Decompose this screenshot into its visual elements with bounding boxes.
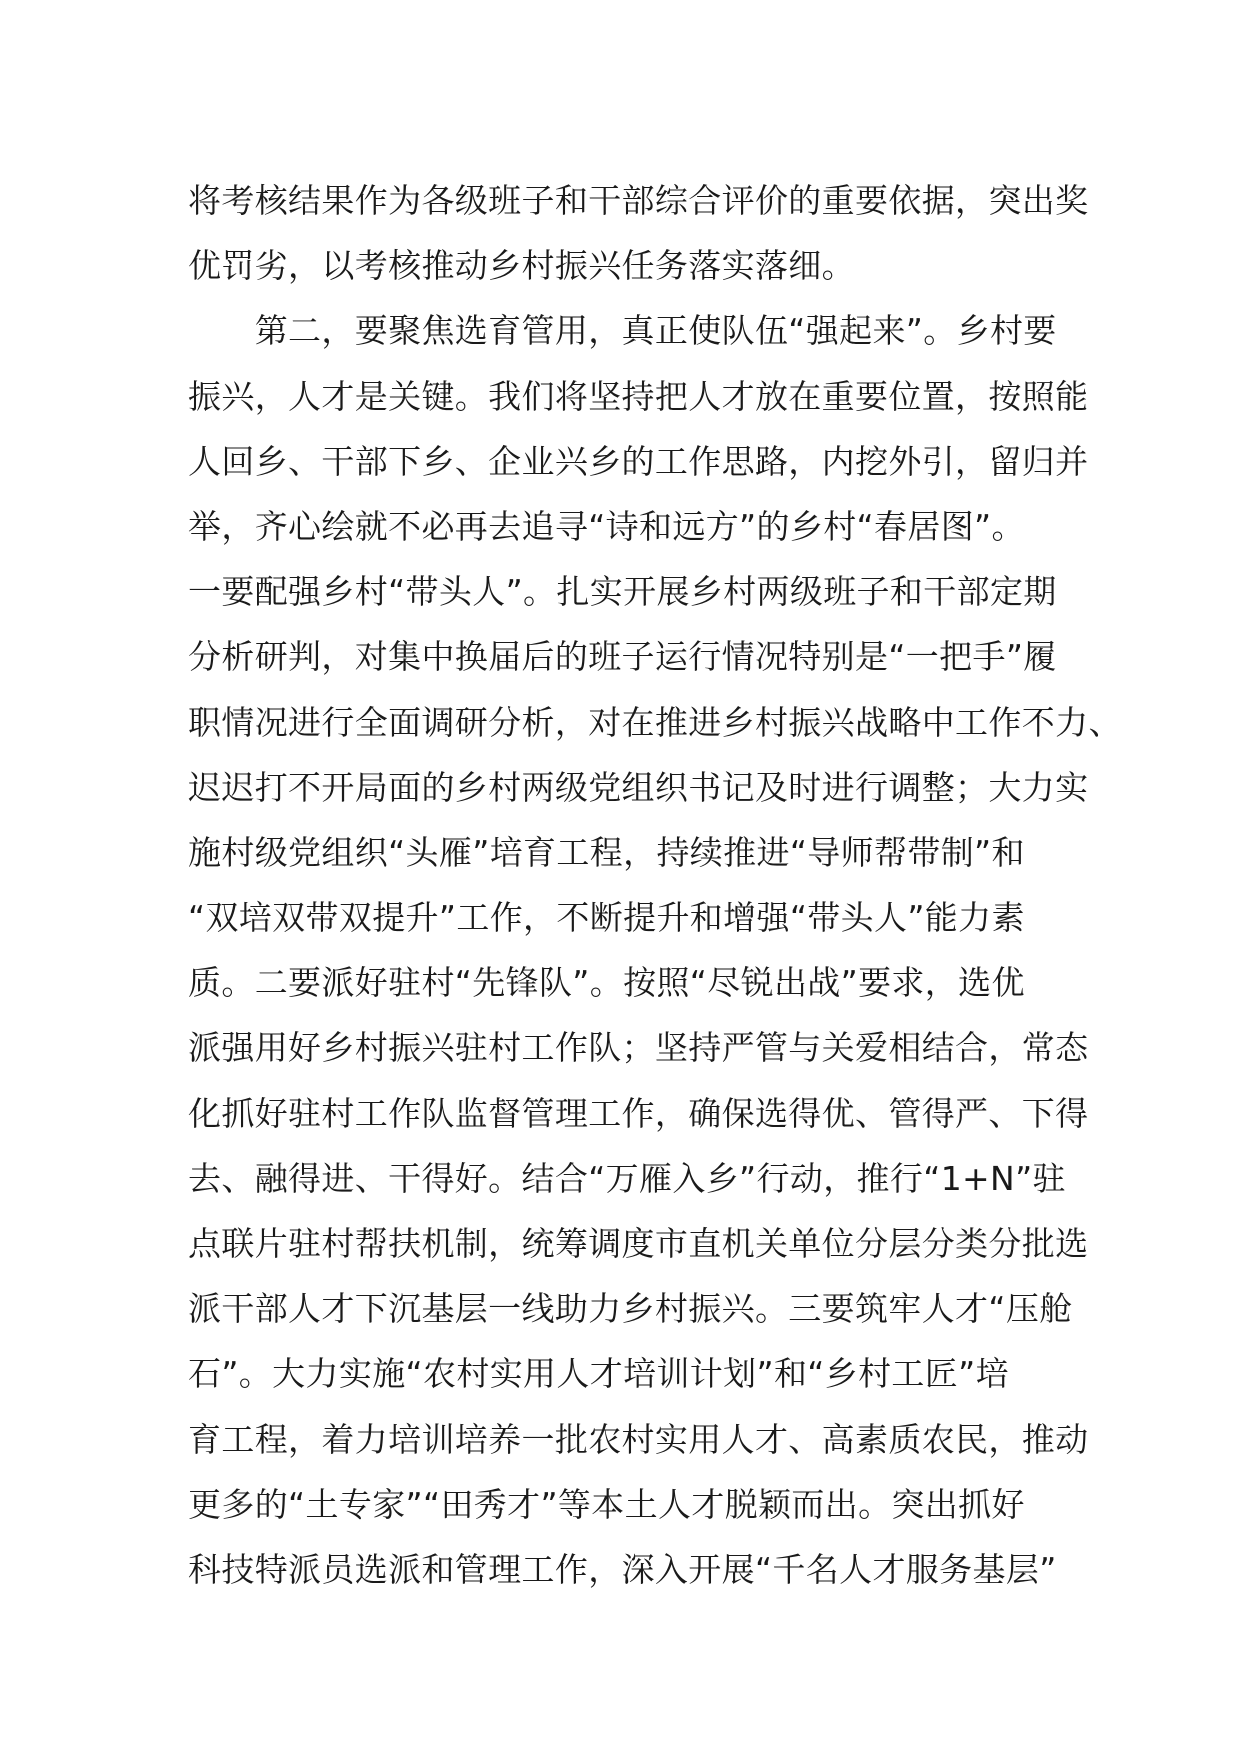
text-line: 职情况进行全面调研分析，对在推进乡村振兴战略中工作不力、 (188, 702, 1122, 742)
text-line: 优罚劣，以考核推动乡村振兴任务落实落细。 (188, 246, 855, 286)
text-line: 迟迟打不开局面的乡村两级党组织书记及时进行调整；大力实 (188, 767, 1089, 807)
text-line: 育工程，着力培训培养一批农村实用人才、高素质农民，推动 (188, 1419, 1089, 1459)
text-line: 点联片驻村帮扶机制，统筹调度市直机关单位分层分类分批选 (188, 1224, 1089, 1263)
text-line: 更多的“土专家”“田秀才”等本土人才脱颖而出。突出抓好 (188, 1484, 1025, 1524)
text-line: 派强用好乡村振兴驻村工作队；坚持严管与关爱相结合，常态 (188, 1028, 1089, 1068)
text-line: 去、融得进、干得好。结合“万雁入乡”行动，推行“1+N”驻 (188, 1158, 1066, 1198)
text-line: 分析研判，对集中换届后的班子运行情况特别是“一把手”履 (188, 637, 1057, 677)
text-line: 化抓好驻村工作队监督管理工作，确保选得优、管得严、下得 (188, 1093, 1089, 1133)
text-line: 质。二要派好驻村“先锋队”。按照“尽锐出战”要求，选优 (188, 963, 1025, 1003)
text-line: 一要配强乡村“带头人”。扎实开展乡村两级班子和干部定期 (188, 572, 1057, 612)
text-line: 派干部人才下沉基层一线助力乡村振兴。三要筑牢人才“压舱 (188, 1289, 1073, 1329)
text-line: 科技特派员选派和管理工作，深入开展“千名人才服务基层” (188, 1549, 1057, 1589)
paragraph-start-line: 第二，要聚焦选育管用，真正使队伍“强起来”。乡村要 (188, 311, 1057, 351)
text-line: 举，齐心绘就不必再去追寻“诗和远方”的乡村“春居图”。 (188, 506, 1025, 546)
text-line: 振兴，人才是关键。我们将坚持把人才放在重要位置，按照能 (188, 376, 1089, 416)
text-line: 人回乡、干部下乡、企业兴乡的工作思路，内挖外引，留归并 (188, 441, 1089, 481)
body-text (188, 168, 1122, 1602)
text-line: “双培双带双提升”工作，不断提升和增强“带头人”能力素 (188, 898, 1025, 938)
text-line: 石”。大力实施“农村实用人才培训计划”和“乡村工匠”培 (188, 1354, 1009, 1394)
text-line: 将考核结果作为各级班子和干部综合评价的重要依据，突出奖 (188, 181, 1089, 220)
text-line: 施村级党组织“头雁”培育工程，持续推进“导师帮带制”和 (188, 832, 1025, 872)
